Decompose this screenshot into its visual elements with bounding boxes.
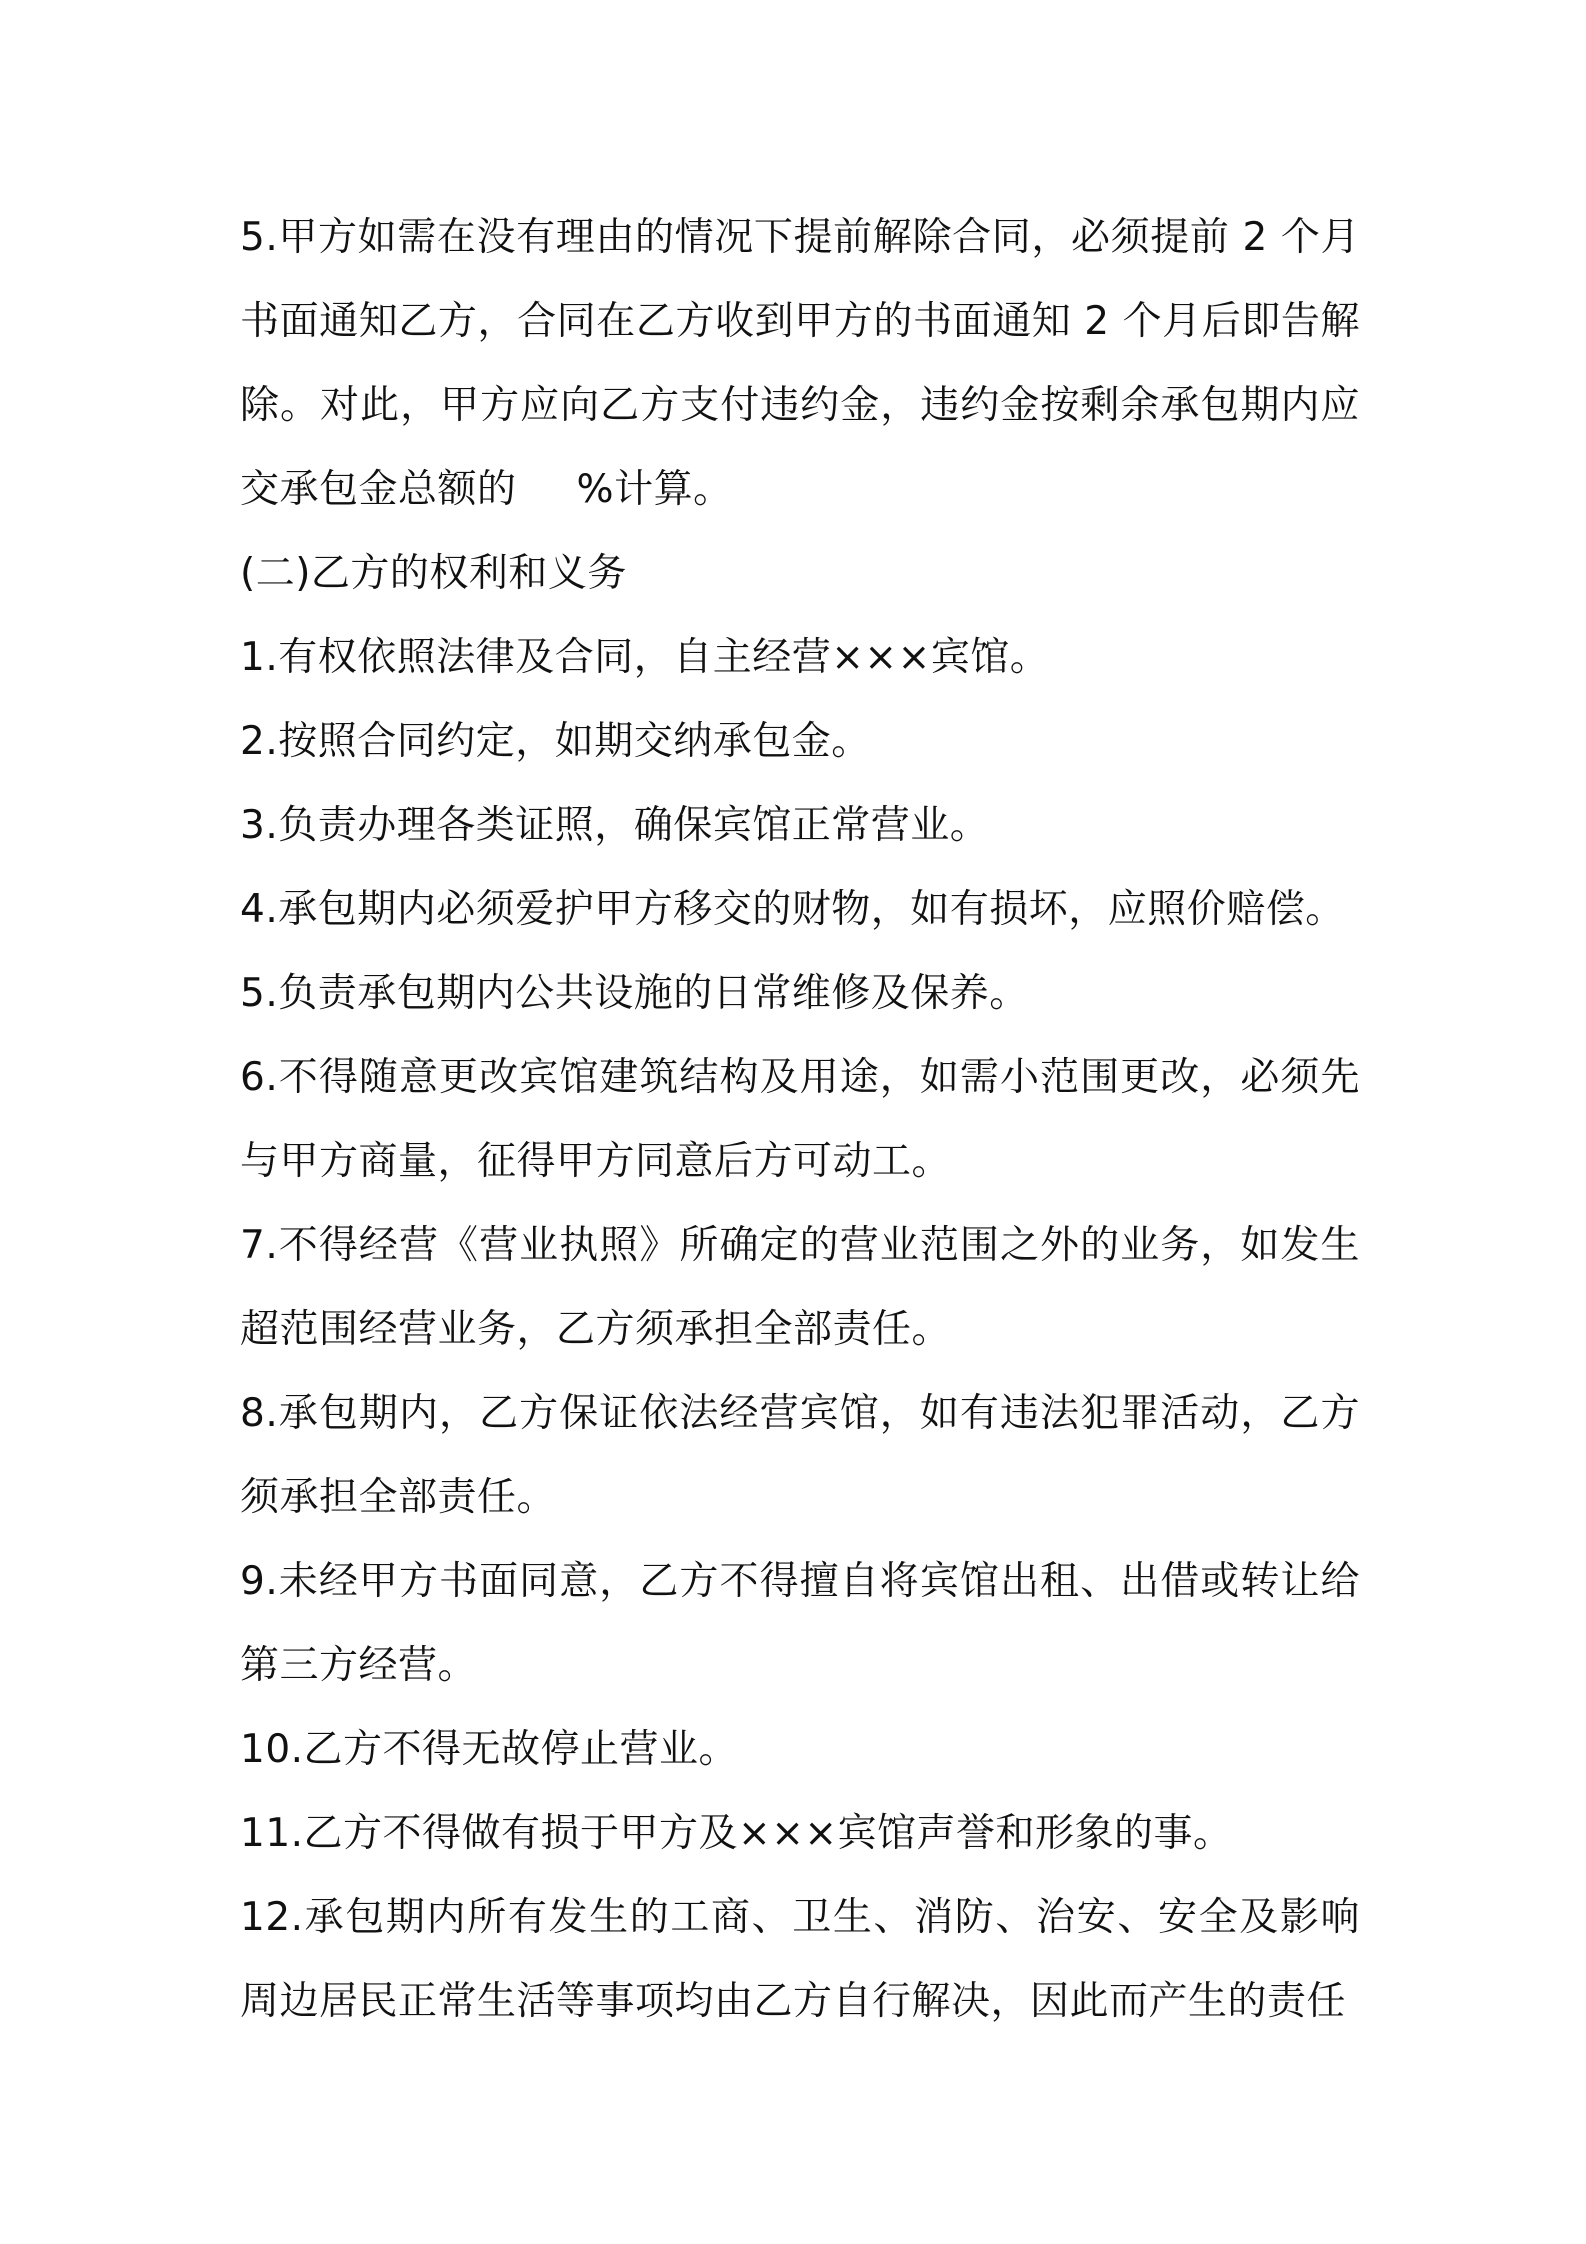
paragraph-b5: 5.负责承包期内公共设施的日常维修及保养。 [240, 971, 1029, 1016]
paragraph-b2: 2.按照合同约定，如期交纳承包金。 [240, 719, 871, 764]
paragraph-b10: 10.乙方不得无故停止营业。 [240, 1727, 739, 1772]
paragraph-b1: 1.有权依照法律及合同，自主经营×××宾馆。 [240, 635, 1050, 680]
paragraph-b4: 4.承包期内必须爱护甲方移交的财物，如有损坏，应照价赔偿。 [240, 887, 1345, 932]
paragraph-a5-tail: %计算。 [576, 467, 733, 512]
paragraph-b3: 3.负责办理各类证照，确保宾馆正常营业。 [240, 803, 990, 848]
paragraph-b12: 12.承包期内所有发生的工商、卫生、消防、治安、安全及影响周边居民正常生活等事项均由乙方自行解决，因此而产生的责任 [240, 1895, 1360, 2024]
paragraph-b11: 11.乙方不得做有损于甲方及×××宾馆声誉和形象的事。 [240, 1811, 1233, 1856]
paragraph-b6: 6.不得随意更改宾馆建筑结构及用途，如需小范围更改，必须先与甲方商量，征得甲方同意后方可动工。 [240, 1055, 1360, 1184]
paragraph-b9: 9.未经甲方书面同意，乙方不得擅自将宾馆出租、出借或转让给第三方经营。 [240, 1559, 1360, 1688]
paragraph-a5 [240, 196, 1360, 532]
paragraph-b8: 8.承包期内，乙方保证依法经营宾馆，如有违法犯罪活动，乙方须承担全部责任。 [240, 1391, 1360, 1520]
paragraph-b7: 7.不得经营《营业执照》所确定的营业范围之外的业务，如发生超范围经营业务，乙方须承担全部责任。 [240, 1223, 1360, 1352]
paragraph-a5-text: 5.甲方如需在没有理由的情况下提前解除合同，必须提前 2 个月书面通知乙方，合同在乙方收到甲方的书面通知 2 个月后即告解除。对此，甲方应向乙方支付违约金，违约金按剩余承包期内应交承包金总额的 [240, 215, 1360, 512]
section-heading-party-b: (二)乙方的权利和义务 [240, 551, 627, 596]
document-body [240, 196, 1360, 2044]
